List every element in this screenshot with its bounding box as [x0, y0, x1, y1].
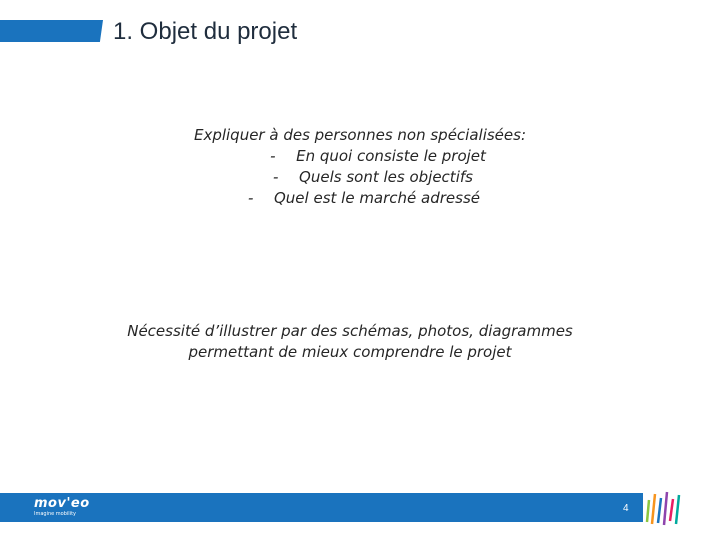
- intro-text: Expliquer à des personnes non spécialisées:: [193, 126, 527, 144]
- bullet-item: [156, 146, 600, 167]
- page-number: 4: [623, 503, 629, 514]
- stripe: [670, 499, 673, 521]
- note-line: permettant de mieux comprendre le projet: [188, 343, 512, 361]
- stripe: [652, 494, 655, 524]
- bullet-text: Quels sont les objectifs: [299, 168, 473, 186]
- slide-title: 1. Objet du projet: [113, 18, 298, 45]
- explanation-block: [120, 125, 600, 209]
- bullet-dash: -: [273, 168, 279, 186]
- stripe: [647, 500, 649, 522]
- bullet-text: Quel est le marché adressé: [273, 189, 481, 207]
- bullet-text: En quoi consiste le projet: [296, 147, 486, 165]
- bullet-item: [146, 167, 600, 188]
- logo-tagline: Imagine mobility: [34, 511, 76, 517]
- stripe: [658, 498, 661, 523]
- bullet-dash: -: [270, 147, 276, 165]
- stripe: [664, 492, 667, 525]
- multicolor-stripes-icon: [645, 490, 685, 526]
- moveo-logo: [34, 497, 90, 517]
- bullet-dash: -: [247, 189, 254, 207]
- title-accent-bar: [0, 20, 103, 42]
- illustration-note: [90, 321, 610, 363]
- footer-bar: [0, 493, 643, 522]
- note-line: Nécessité d’illustrer par des schémas, photos, diagrammes: [127, 322, 573, 340]
- logo-wordmark: mov'eo: [34, 496, 90, 511]
- bullet-item: [128, 188, 600, 209]
- stripe: [676, 495, 679, 524]
